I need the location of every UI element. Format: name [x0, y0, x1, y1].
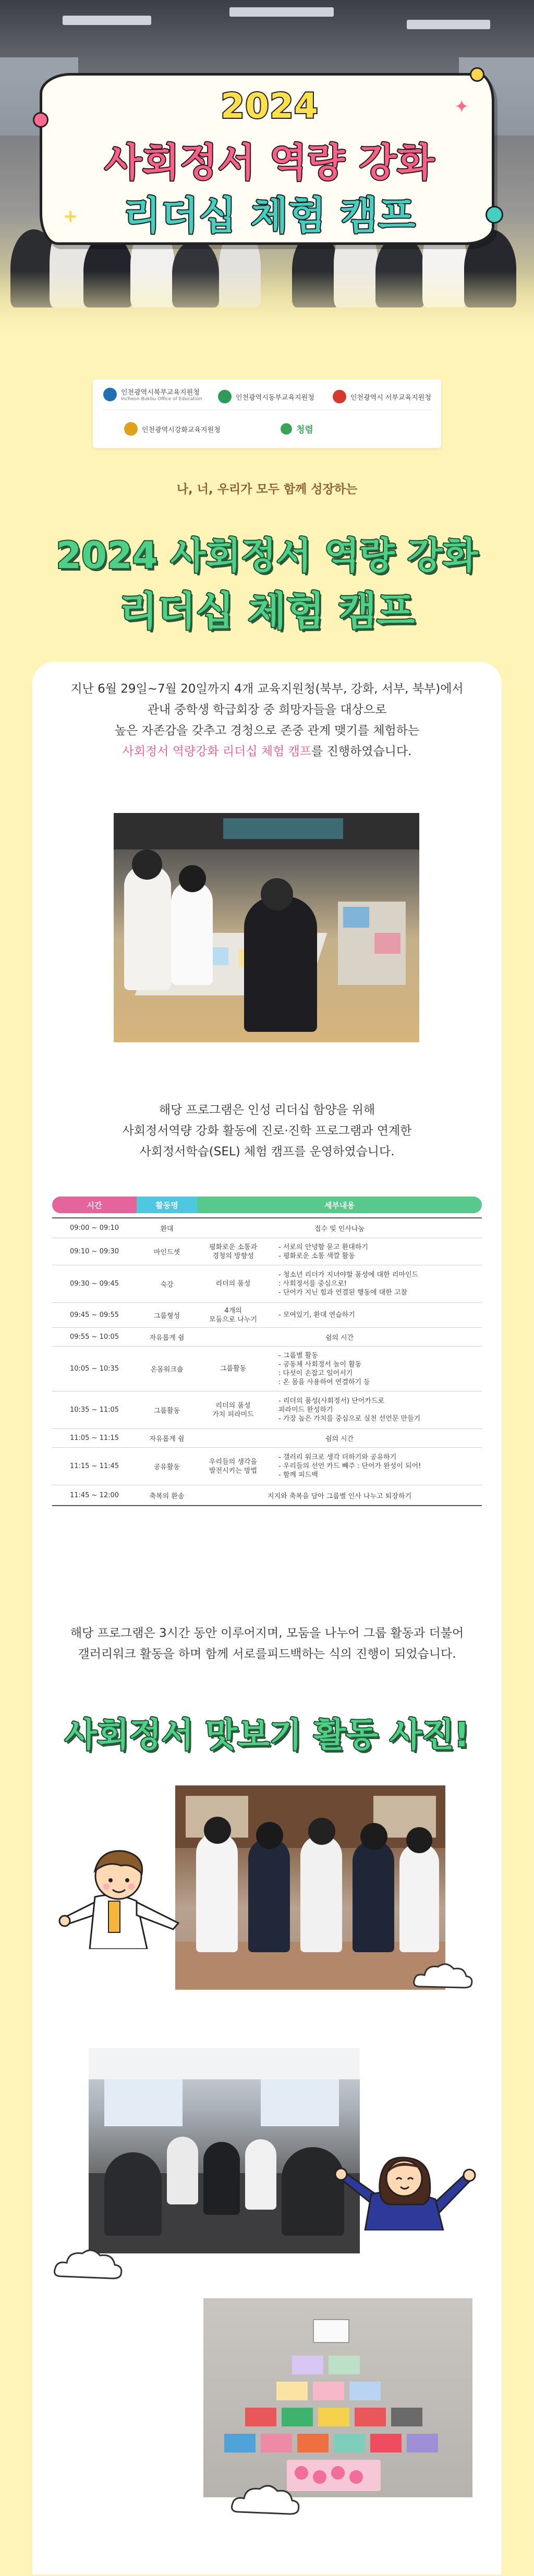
ceiling-lamp — [407, 20, 490, 29]
row-time: 09:10 ~ 09:30 — [69, 1248, 119, 1255]
row-detail: 쉼의 시간 — [325, 1435, 354, 1443]
row-time: 09:00 ~ 09:10 — [69, 1224, 119, 1232]
hero-fade — [0, 271, 534, 344]
camp-photo-booth — [114, 813, 419, 1042]
row-detail: - 리더의 품성(사회정서) 단어카드로 피라미드 완성하기 - 가장 높은 가치를 중심으로 실천 선언문 만들기 — [278, 1397, 421, 1423]
bukbu-emblem-icon — [103, 388, 117, 401]
row-subtitle: 우리들의 생각을 발전시키는 방법 — [209, 1458, 258, 1475]
row-time: 11:05 ~ 11:15 — [69, 1434, 119, 1442]
row-activity: 그룹활동 — [153, 1407, 180, 1415]
camp-photo-pyramid — [203, 2298, 472, 2497]
main-title-line2: 리더십 체험 캠프 — [119, 588, 415, 634]
row-time: 11:15 ~ 11:45 — [69, 1462, 119, 1470]
header-details: 세부내용 — [197, 1197, 482, 1213]
intro-line: 높은 자존감을 갖추고 경청으로 존중 관계 맺기를 체험하는 — [114, 724, 420, 737]
ganghwa-emblem-icon — [124, 422, 138, 436]
cloud-decoration — [52, 2245, 125, 2282]
cloud-decoration — [229, 2481, 302, 2517]
intro-line: 지난 6월 29일~7월 20일까지 4개 교육지원청(북부, 강화, 서부, 북부)에서 — [70, 682, 464, 696]
row-activity: 자유롭게 쉼 — [149, 1435, 185, 1443]
yellow-dot-decoration — [470, 67, 484, 82]
camp-photo-students — [175, 1785, 445, 1990]
row-activity: 공유활동 — [153, 1463, 180, 1471]
intro-line-rest: 를 진행하였습니다. — [311, 745, 412, 758]
plus-decoration: ✦ — [454, 96, 469, 117]
hero-title-card — [40, 73, 494, 245]
logo-ganghwa — [124, 422, 221, 436]
hero-title-year: 2024 — [221, 86, 319, 126]
logo-bukbu — [103, 387, 202, 402]
hero-title-line3: 리더십 체험 캠프 — [123, 193, 416, 238]
row-time: 10:35 ~ 11:05 — [69, 1406, 119, 1414]
row-detail: - 청소년 리더가 지녀야할 품성에 대한 리마인드 : 사회정서를 중심으로! - 단어가 지닌 힘과 연결된 행동에 대한 고찰 — [278, 1271, 419, 1297]
row-detail: 쉼의 시간 — [325, 1334, 354, 1342]
hero-title-line2: 사회정서 역량 강화 — [104, 140, 435, 185]
logo-bukbu-sub: Incheon Bukbu Office of Education — [121, 397, 202, 402]
row-time: 11:45 ~ 12:00 — [69, 1491, 119, 1499]
table-row — [52, 1218, 482, 1238]
table-row — [52, 1429, 482, 1448]
summary-line: 해당 프로그램은 3시간 동안 이루어지며, 모둠을 나누어 그룹 활동과 더불어 — [70, 1626, 464, 1640]
schedule-table — [52, 1197, 482, 1536]
intro-highlight: 사회정서 역량강화 리더십 체험 캠프 — [122, 745, 312, 758]
logo-integrity — [281, 422, 313, 435]
program-line: 사회정서역량 강화 활동에 진로·진학 프로그램과 연계한 — [122, 1124, 412, 1138]
logo-ganghwa-name: 인천광역시강화교육지원청 — [142, 426, 221, 434]
row-subtitle: 리더의 품성 가치 피라미드 — [212, 1401, 254, 1419]
row-subtitle: 4개의 모둠으로 나누기 — [209, 1307, 258, 1324]
row-activity: 온몸워크숍 — [150, 1366, 184, 1374]
intro-line: 관내 중학생 학급회장 중 희망자들을 대상으로 — [147, 703, 387, 717]
table-row — [52, 1485, 482, 1506]
intro-paragraph — [0, 679, 534, 762]
logo-integrity-name: 청렴 — [296, 425, 313, 435]
logo-seobu-name: 인천광역시 서부교육지원청 — [350, 393, 431, 402]
summary-line: 갤러리워크 활동을 하며 함께 서로를피드백하는 식의 진행이 되었습니다. — [78, 1647, 456, 1661]
boy-character-illustration — [58, 1840, 194, 1949]
girl-character-illustration — [323, 2126, 480, 2230]
row-activity: 환대 — [160, 1225, 174, 1233]
hero-banner — [0, 0, 534, 344]
row-activity: 그룹형성 — [153, 1312, 180, 1320]
row-activity: 축복의 환송 — [149, 1492, 185, 1500]
logo-bukbu-name: 인천광역시북부교육지원청 — [121, 389, 200, 397]
dongbu-emblem-icon — [218, 390, 232, 403]
row-time: 09:45 ~ 09:55 — [69, 1311, 119, 1319]
row-time: 09:55 ~ 10:05 — [69, 1333, 119, 1341]
logo-seobu — [333, 390, 431, 403]
cloud-decoration — [412, 1959, 475, 1991]
row-time: 09:30 ~ 09:45 — [69, 1280, 119, 1288]
tagline: 나, 너, 우리가 모두 함께 성장하는 — [176, 483, 358, 496]
main-title-line1: 2024 사회정서 역량 강화 — [56, 534, 478, 577]
row-subtitle: 리더의 품성 — [215, 1280, 251, 1288]
ceiling-lamp — [229, 7, 334, 17]
table-row — [52, 1303, 482, 1328]
table-row — [52, 1448, 482, 1485]
row-subtitle: 그룹활동 — [220, 1365, 247, 1373]
program-paragraph — [0, 1100, 534, 1162]
ceiling-lamp — [63, 16, 151, 25]
row-activity: 자유롭게 쉼 — [149, 1334, 185, 1342]
table-row — [52, 1328, 482, 1347]
integrity-emblem-icon — [281, 423, 292, 435]
logo-dongbu-name: 인천광역시동부교육지원청 — [236, 393, 314, 402]
table-row — [52, 1391, 482, 1429]
summary-paragraph — [0, 1623, 534, 1665]
row-detail: - 모여있기, 환대 연습하기 — [278, 1311, 355, 1319]
row-detail: 접수 및 인사나눔 — [314, 1225, 365, 1233]
row-detail: 지지와 축복을 담아 그룹별 인사 나누고 퇴장하기 — [268, 1492, 411, 1500]
row-time: 10:05 ~ 10:35 — [69, 1365, 119, 1373]
photo-section-title: 사회정서 맛보기 활동 사진! — [64, 1716, 470, 1755]
camp-photo-hall — [89, 2048, 360, 2253]
table-row — [52, 1265, 482, 1303]
header-activity: 활동명 — [137, 1197, 197, 1213]
header-time: 시간 — [52, 1197, 137, 1213]
table-row — [52, 1347, 482, 1391]
seobu-emblem-icon — [333, 390, 346, 403]
logo-dongbu — [218, 390, 314, 403]
row-activity: 마인드셋 — [153, 1249, 180, 1256]
program-line: 해당 프로그램은 인성 리더십 함양을 위해 — [159, 1103, 375, 1117]
row-detail: - 갤러리 워크로 생각 더하기와 공유하기 - 우리들의 선언 카드 빼주 : 단어가 완성이 되어! - 함께 피드백 — [278, 1453, 421, 1479]
plus-decoration: + — [63, 206, 78, 227]
row-detail: - 서로의 안녕함 묻고 환대하기 - 평화로운 소통 색깔 활동 — [278, 1243, 368, 1260]
program-line: 사회정서학습(SEL) 체험 캠프를 운영하였습니다. — [139, 1145, 395, 1158]
row-activity: 숙강 — [160, 1281, 174, 1289]
row-subtitle: 평화로운 소통과 경청의 방향성 — [209, 1243, 258, 1260]
table-row — [52, 1238, 482, 1265]
row-detail: - 그룹별 활동 - 공동체 사회정서 놀이 활동 : 다섯이 손잡고 일어서기 : 온 몸을 사용하여 연결하기 등 — [278, 1351, 370, 1386]
intro-line — [0, 741, 534, 762]
organizer-logos — [93, 379, 441, 448]
